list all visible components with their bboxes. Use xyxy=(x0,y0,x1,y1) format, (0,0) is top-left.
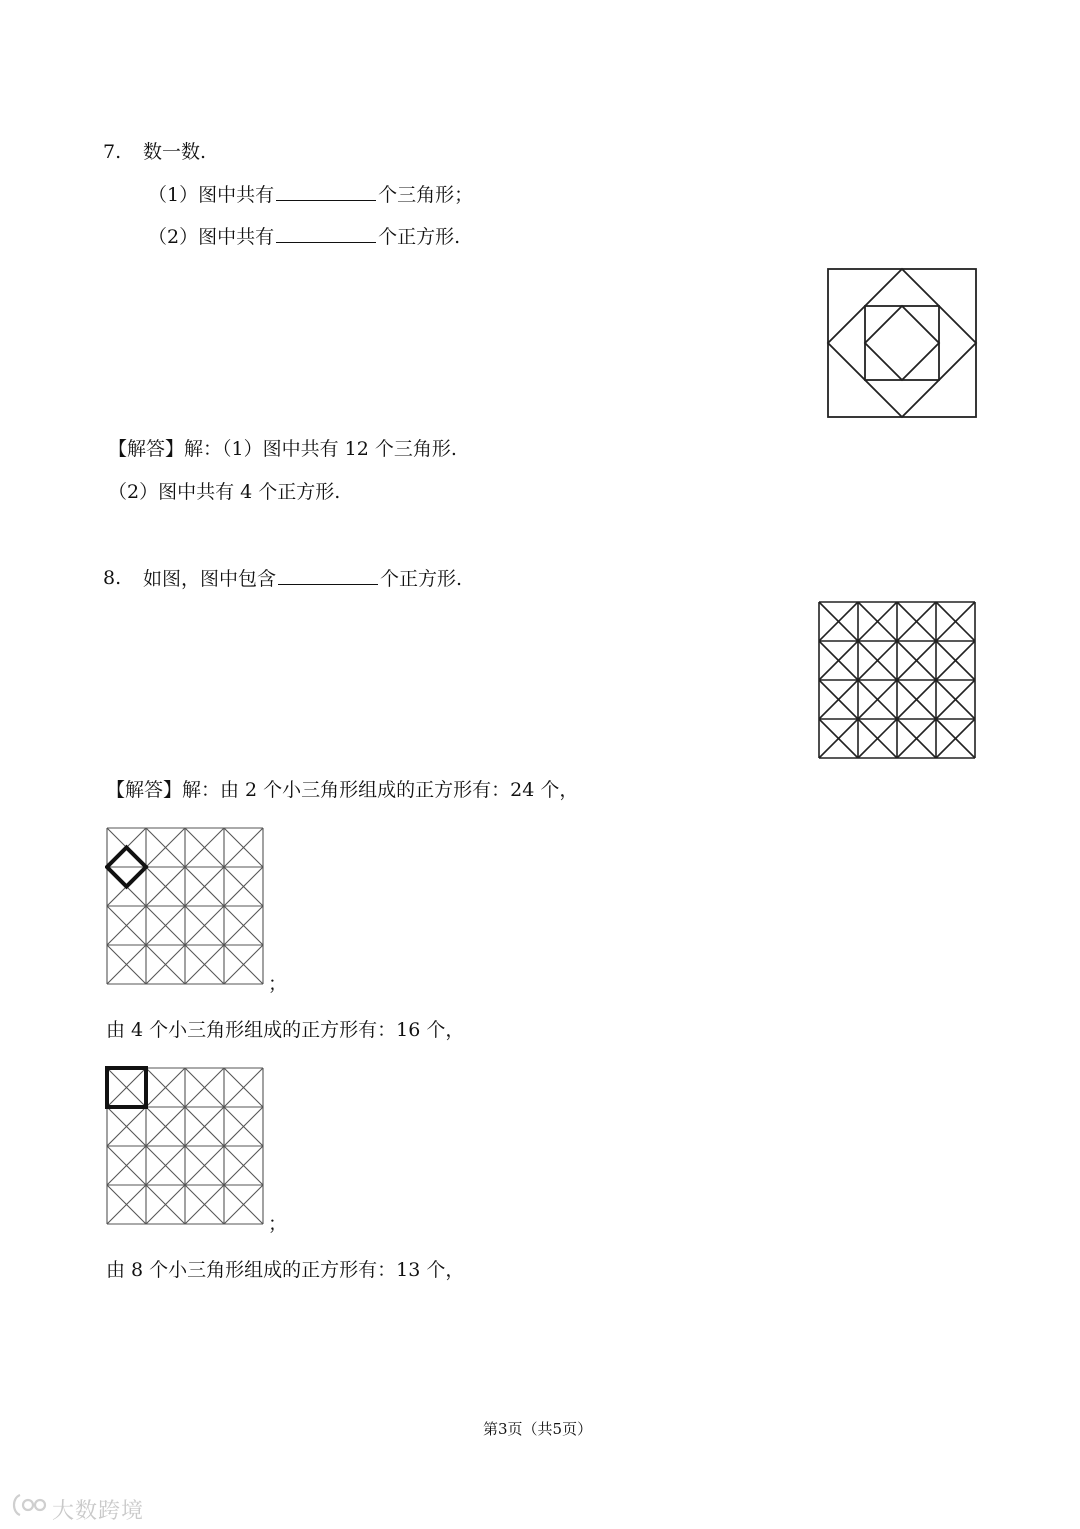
q8-stem xyxy=(143,566,462,591)
q8-separator-2: ； xyxy=(268,1213,288,1235)
q8-answer-line3: 由 8 个小三角形组成的正方形有：13 个， xyxy=(106,1259,465,1281)
q8-answer-grid-2 xyxy=(105,1066,265,1226)
q8-stem-blank xyxy=(278,566,378,585)
q8-number: 8. xyxy=(103,567,122,589)
watermark-text: 大数跨境 xyxy=(52,1499,145,1524)
q7-part1-blank xyxy=(276,182,376,201)
q7-part2-blank xyxy=(276,224,376,243)
q7-inner-square xyxy=(865,306,939,380)
watermark-logo-icon xyxy=(8,1490,50,1520)
page-footer: 第3页（共5页） xyxy=(483,1420,593,1438)
q7-part2-prefix: （2）图中共有 xyxy=(148,226,275,248)
q7-stem: 数一数. xyxy=(143,141,207,163)
q7-part2 xyxy=(148,224,460,249)
q8-separator-1: ； xyxy=(268,973,288,995)
q8-answer-line2: 由 4 个小三角形组成的正方形有：16 个， xyxy=(106,1019,465,1041)
q7-answer-line2: （2）图中共有 4 个正方形. xyxy=(108,481,341,503)
q7-part1 xyxy=(148,182,473,207)
q7-figure xyxy=(826,267,978,419)
q7-outer-diamond xyxy=(828,269,976,417)
q7-part1-suffix: 个三角形； xyxy=(378,184,474,206)
q8-stem-suffix: 个正方形. xyxy=(380,568,463,590)
q7-inner-diamond xyxy=(865,306,939,380)
q7-part2-suffix: 个正方形. xyxy=(378,226,461,248)
q8-answer-intro: 【解答】解：由 2 个小三角形组成的正方形有：24 个， xyxy=(106,779,579,801)
q8-stem-prefix: 如图，图中包含 xyxy=(143,568,277,590)
q7-answer-line1: 【解答】解：（1）图中共有 12 个三角形. xyxy=(108,438,457,460)
q7-part1-prefix: （1）图中共有 xyxy=(148,184,275,206)
q8-answer-grid-1 xyxy=(105,826,265,986)
q8-figure-grid xyxy=(817,600,977,760)
q7-outer-square xyxy=(828,269,976,417)
q7-number: 7. xyxy=(103,141,122,163)
